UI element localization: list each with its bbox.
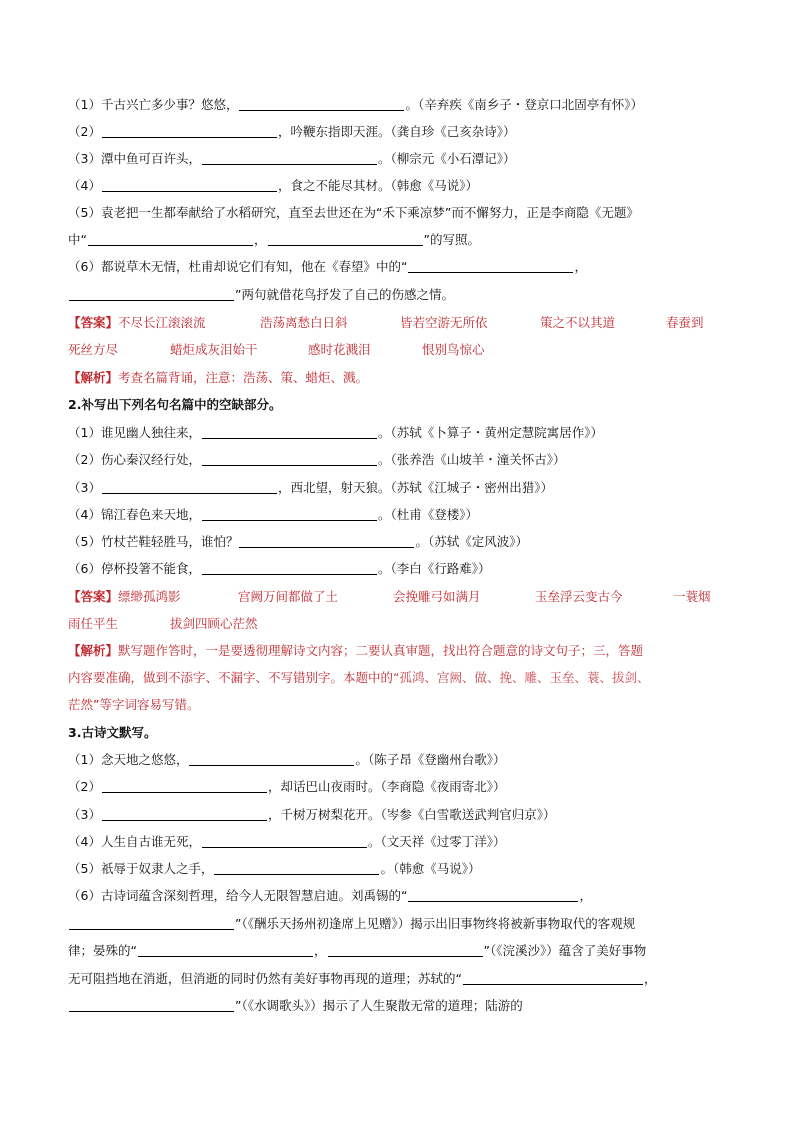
answer-item: 浩荡离愁白日斜: [260, 315, 348, 330]
analysis-text: 考查名篇背诵，注意：浩荡、策、蜡炬、溅。: [118, 370, 369, 385]
analysis-text: 默写题作答时，一是要透彻理解诗文内容；二要认真审题，找出符合题意的诗文句子；三，答题: [118, 643, 644, 658]
q3-item-3: [68, 806, 736, 824]
q1-item-6: [68, 258, 736, 276]
q2-item-1: [68, 424, 736, 442]
q1-item-6-cont: [68, 286, 736, 304]
item-text: ，食之不能尽其材。（韩愈《马说》）: [277, 178, 478, 193]
item-text: ”两句就借花鸟抒发了自己的伤感之情。: [235, 287, 454, 302]
fill-blank[interactable]: [239, 96, 404, 111]
item-number: （5）: [68, 534, 101, 549]
answer-item: 拔剑四顾心茫然: [170, 616, 258, 631]
q1-item-4: [68, 177, 736, 195]
item-text: 袁老把一生都奉献给了水稻研究，直至去世还在为“禾下乘凉梦”而不懈努力，正是李商隐《无题》: [100, 205, 639, 220]
analysis-text: ”等字词容易写错。: [93, 697, 200, 712]
q2-item-6: [68, 560, 736, 578]
item-number: （2）: [68, 452, 101, 467]
fill-blank[interactable]: [202, 424, 377, 439]
item-number: （2）: [68, 779, 101, 794]
item-number: （4）: [68, 834, 101, 849]
item-text: 。（辛弃疾《南乡子・登京口北固亭有怀》）: [405, 97, 643, 112]
analysis-text: 茫然: [68, 697, 94, 712]
fill-blank[interactable]: [138, 942, 313, 957]
analysis-tag: 【解析】: [68, 643, 119, 658]
q1-item-3: [68, 150, 736, 168]
item-number: （1）: [68, 97, 101, 112]
fill-blank[interactable]: [102, 479, 277, 494]
item-text: 律；晏殊的“: [68, 943, 137, 958]
item-text: 竹杖芒鞋轻胜马，谁怕？: [100, 534, 239, 549]
item-text: ，吟鞭东指即天涯。（龚自珍《己亥杂诗》）: [277, 124, 516, 139]
item-number: （6）: [68, 888, 101, 903]
item-text: 。（柳宗元《小石潭记》）: [377, 151, 516, 166]
item-text: ，千树万树梨花开。（岑参《白雪歌送武判官归京》）: [267, 807, 556, 822]
item-text: 。（李白《行路难》）: [377, 561, 491, 576]
q2-item-2: [68, 451, 736, 469]
fill-blank[interactable]: [463, 970, 643, 985]
item-text: 。（文天祥《过零丁洋》）: [367, 834, 506, 849]
item-text: ，: [313, 943, 327, 958]
item-text: ”的写照。: [423, 232, 480, 247]
item-text: 无可阻挡地在消逝，但消逝的同时仍然有美好事物再现的道理；苏轼的“: [68, 971, 462, 986]
fill-blank[interactable]: [102, 123, 277, 138]
fill-blank[interactable]: [214, 860, 379, 875]
item-number: （1）: [68, 752, 101, 767]
answer-item: 死丝方尽: [68, 342, 119, 357]
answer-item: 缥缈孤鸿影: [118, 589, 181, 604]
analysis-text: 内容要准确，做到不添字、不漏字、不写错别字。本题中的: [68, 670, 394, 685]
q3-item-6-cont-2: [68, 942, 736, 960]
answer-item: 皆若空游无所依: [400, 315, 488, 330]
item-text: 。（韩愈《马说》）: [380, 861, 481, 876]
q2-item-3: [68, 479, 736, 497]
fill-blank[interactable]: [202, 150, 377, 165]
fill-blank[interactable]: [408, 258, 573, 273]
item-text: 念天地之悠悠，: [100, 752, 189, 767]
item-number: （5）: [68, 205, 101, 220]
q2-analysis-1: [68, 642, 736, 660]
item-text: 谁见幽人独往来，: [100, 425, 201, 440]
q1-answer-row-2: [68, 341, 736, 359]
fill-blank[interactable]: [202, 451, 377, 466]
answer-tag: 【答案】: [68, 315, 119, 330]
q3-item-6-cont-3: [68, 970, 736, 988]
item-number: （3）: [68, 480, 101, 495]
item-text: ”（《水调歌头》）揭示了人生聚散无常的道理；陆游的: [235, 998, 523, 1013]
item-text: 。（杜甫《登楼》）: [377, 507, 478, 522]
answer-item: 不尽长江滚滚流: [118, 315, 206, 330]
fill-blank[interactable]: [202, 560, 377, 575]
fill-blank[interactable]: [69, 915, 234, 930]
item-text: 人生自古谁无死，: [100, 834, 201, 849]
answer-item: 玉垒浮云变古今: [535, 589, 623, 604]
answer-item: 感时花溅泪: [308, 342, 371, 357]
fill-blank[interactable]: [268, 231, 423, 246]
item-text: ”（《浣溪沙》）蕴含了美好事物: [483, 943, 647, 958]
q3-item-6-cont-1: [68, 915, 736, 933]
q2-answer-row-2: [68, 615, 736, 633]
answer-item: 雨任平生: [68, 616, 119, 631]
item-text: 祇辱于奴隶人之手，: [100, 861, 214, 876]
q2-analysis-2: [68, 669, 736, 687]
q1-answer-row-1: [68, 314, 736, 332]
fill-blank[interactable]: [239, 533, 414, 548]
fill-blank[interactable]: [69, 286, 234, 301]
q1-item-5: [68, 204, 736, 222]
answer-item: 策之不以其道: [540, 315, 616, 330]
q3-item-6-cont-4: [68, 997, 736, 1015]
q1-item-1: [68, 96, 736, 114]
item-text: 伤心秦汉经行处，: [100, 452, 201, 467]
q2-answer-row-1: [68, 588, 736, 606]
fill-blank[interactable]: [202, 506, 377, 521]
q1-item-5-cont: [68, 231, 736, 249]
item-text: 中“: [68, 232, 87, 247]
item-text: ，: [574, 259, 587, 274]
analysis-tag: 【解析】: [68, 370, 119, 385]
item-text: 。（苏轼《卜算子・黄州定慧院寓居作》）: [377, 425, 603, 440]
item-text: ”（《酬乐天扬州初逢席上见赠》）揭示出旧事物终将被新事物取代的客观规: [235, 916, 636, 931]
q1-item-2: [68, 123, 736, 141]
q1-analysis: [68, 369, 736, 387]
item-text: ，: [643, 971, 657, 986]
item-text: ，西北望，射天狼。（苏轼《江城子・密州出猎》）: [277, 480, 553, 495]
fill-blank[interactable]: [202, 833, 367, 848]
answer-item: 一蓑烟: [673, 589, 711, 604]
fill-blank[interactable]: [102, 177, 277, 192]
item-number: （3）: [68, 151, 101, 166]
item-text: 潭中鱼可百许头，: [100, 151, 201, 166]
answer-item: 蜡炬成灰泪始干: [170, 342, 258, 357]
analysis-text: “孤鸿、宫阙、做、挽、雕、玉垒、蓑、拔剑、: [393, 670, 650, 685]
q2-heading: 2.补写出下列名句名篇中的空缺部分。: [68, 397, 282, 412]
q2-analysis-3: [68, 696, 736, 714]
item-number: （3）: [68, 807, 101, 822]
q2-item-4: [68, 506, 736, 524]
item-number: （6）: [68, 259, 101, 274]
item-text: 。（张养浩《山坡羊・潼关怀古》）: [377, 452, 566, 467]
item-number: （1）: [68, 425, 101, 440]
item-number: （4）: [68, 178, 101, 193]
item-text: 千古兴亡多少事？悠悠，: [100, 97, 239, 112]
item-text: 锦江春色来天地，: [100, 507, 201, 522]
fill-blank[interactable]: [69, 997, 234, 1012]
q3-item-5: [68, 860, 736, 878]
answer-item: 会挽雕弓如满月: [393, 589, 481, 604]
item-number: （2）: [68, 124, 101, 139]
item-number: （5）: [68, 861, 101, 876]
fill-blank[interactable]: [189, 751, 354, 766]
item-text: 停杯投箸不能食，: [100, 561, 201, 576]
item-text: 。（陈子昂《登幽州台歌》）: [355, 752, 506, 767]
q3-item-4: [68, 833, 736, 851]
answer-item: 春蚕到: [666, 315, 704, 330]
fill-blank[interactable]: [102, 778, 267, 793]
q3-item-6: [68, 887, 736, 905]
item-text: ，却话巴山夜雨时。（李商隐《夜雨寄北》）: [267, 779, 506, 794]
item-text: 都说草木无情，杜甫却说它们有知，他在《春望》中的“: [100, 259, 408, 274]
item-text: ，: [253, 232, 267, 247]
q3-item-1: [68, 751, 736, 769]
q2-item-5: [68, 533, 736, 551]
item-text: 古诗词蕴含深刻哲理，给今人无限智慧启迪。刘禹锡的“: [100, 888, 408, 903]
answer-tag: 【答案】: [68, 589, 119, 604]
fill-blank[interactable]: [408, 887, 578, 902]
q3-item-2: [68, 778, 736, 796]
item-text: 。（苏轼《定风波》）: [415, 534, 528, 549]
answer-item: 恨别鸟惊心: [422, 342, 485, 357]
q3-heading: 3.古诗文默写。: [68, 725, 157, 740]
item-text: ，: [579, 888, 592, 903]
fill-blank[interactable]: [328, 942, 483, 957]
fill-blank[interactable]: [102, 806, 267, 821]
answer-item: 宫阙万间都做了土: [238, 589, 339, 604]
item-number: （4）: [68, 507, 101, 522]
fill-blank[interactable]: [88, 231, 253, 246]
item-number: （6）: [68, 561, 101, 576]
